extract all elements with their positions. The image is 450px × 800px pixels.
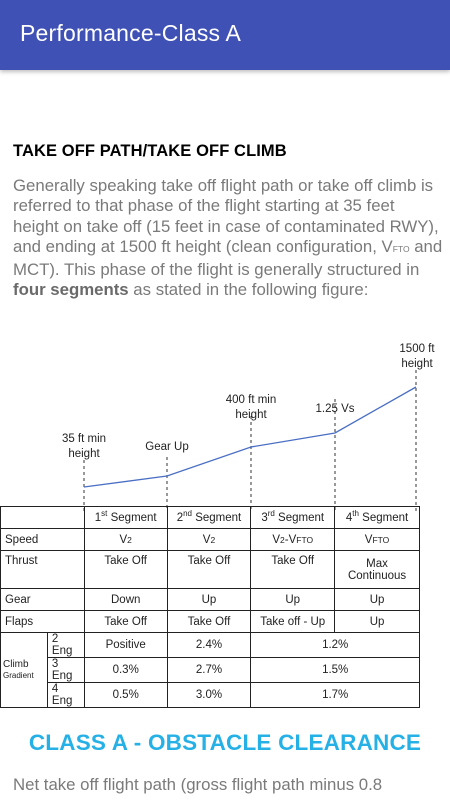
header-segment-4: 4th Segment	[335, 507, 420, 529]
row-label-thrust: Thrust	[1, 551, 85, 589]
speed-segment-3: V2-VFTO	[251, 529, 335, 551]
gear-segment-2: Up	[167, 589, 251, 611]
app-title: Performance-Class A	[20, 20, 242, 46]
climb-3eng-segment-34: 1.5%	[251, 658, 420, 683]
thrust-segment-1: Take Off	[84, 551, 167, 589]
point-label-1: 35 ft min height	[61, 433, 107, 460]
climb-3eng-segment-1: 0.3%	[84, 658, 167, 683]
obstacle-clearance-paragraph: Net take off flight path (gross flight path minus 0.8	[13, 775, 383, 794]
climb-4eng-segment-34: 1.7%	[251, 683, 420, 708]
flaps-segment-4: Up	[335, 611, 420, 633]
intro-vfto-subscript: FTO	[392, 244, 410, 255]
table-row-speed	[1, 529, 420, 551]
point-label-3: 400 ft min height	[225, 394, 277, 421]
climb-eng-label: 2 Eng	[47, 633, 84, 658]
intro-text-2: and MCT). This phase of the flight is generally structured in	[13, 237, 443, 279]
section-heading: TAKE OFF PATH/TAKE OFF CLIMB	[13, 142, 287, 160]
thrust-segment-3: Take Off	[251, 551, 335, 589]
intro-text-1: Generally speaking take off flight path or take off climb is referred to that phase of the flight starting at 35 feet height on take off (15 feet in case of contaminated RWY), and ending at 1500 ft height (clean configuration, V	[13, 176, 439, 257]
table-header-row	[1, 507, 420, 529]
thrust-segment-2: Take Off	[167, 551, 251, 589]
header-empty-cell	[1, 507, 85, 529]
row-label-flaps: Flaps	[1, 611, 85, 633]
gear-segment-1: Down	[84, 589, 167, 611]
speed-segment-4: VFTO	[335, 529, 420, 551]
flaps-segment-3: Take off - Up	[251, 611, 335, 633]
point-label-5: 1500 ft height	[399, 343, 435, 370]
table-row-climb-4eng	[1, 683, 420, 708]
climb-3eng-segment-2: 2.7%	[167, 658, 251, 683]
thrust-segment-4: Max Continuous	[335, 551, 420, 589]
speed-segment-1: V2	[84, 529, 167, 551]
gear-segment-4: Up	[335, 589, 420, 611]
table-row-thrust	[1, 551, 420, 589]
row-label-climb-gradient: Climb Gradient	[1, 633, 48, 708]
flight-path-diagram	[0, 336, 450, 511]
intro-paragraph	[13, 176, 443, 300]
table-row-climb-2eng	[1, 633, 420, 658]
header-segment-1: 1st Segment	[84, 507, 167, 529]
table-row-gear	[1, 589, 420, 611]
speed-segment-2: V2	[167, 529, 251, 551]
header-segment-3: 3rd Segment	[251, 507, 335, 529]
table-row-flaps	[1, 611, 420, 633]
climb-eng-label: 3 Eng	[47, 658, 84, 683]
takeoff-segments-figure	[0, 336, 450, 706]
row-label-gear: Gear	[1, 589, 85, 611]
flaps-segment-2: Take Off	[167, 611, 251, 633]
app-bar	[0, 0, 450, 70]
climb-2eng-segment-2: 2.4%	[167, 633, 251, 658]
climb-4eng-segment-2: 3.0%	[167, 683, 251, 708]
table-row-climb-3eng	[1, 658, 420, 683]
point-label-2: Gear Up	[145, 441, 189, 453]
intro-bold-text: four segments	[13, 280, 129, 300]
content-scroll-area[interactable]	[0, 70, 450, 800]
gear-segment-3: Up	[251, 589, 335, 611]
climb-4eng-segment-1: 0.5%	[84, 683, 167, 708]
flaps-segment-1: Take Off	[84, 611, 167, 633]
intro-text-3: as stated in the following figure:	[128, 280, 369, 300]
climb-eng-label: 4 Eng	[47, 683, 84, 708]
row-label-speed: Speed	[1, 529, 85, 551]
segments-table	[0, 506, 420, 708]
climb-2eng-segment-1: Positive	[84, 633, 167, 658]
header-segment-2: 2nd Segment	[167, 507, 251, 529]
point-label-4: 1.25 Vs	[315, 403, 355, 415]
class-a-heading: CLASS A - OBSTACLE CLEARANCE	[28, 730, 422, 755]
climb-2eng-segment-34: 1.2%	[251, 633, 420, 658]
